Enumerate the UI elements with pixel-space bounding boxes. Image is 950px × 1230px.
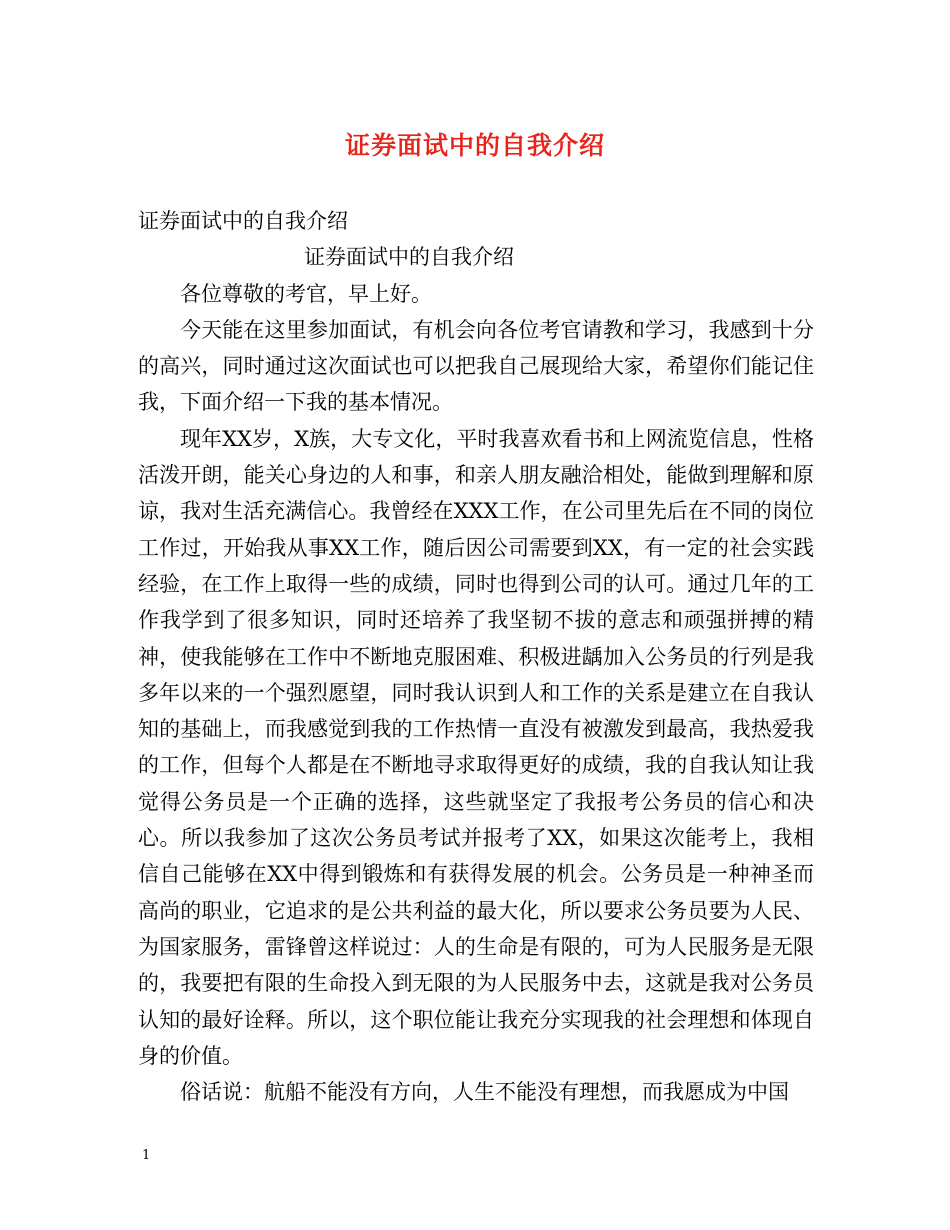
document-subheading: 证券面试中的自我介绍 <box>304 245 514 270</box>
document-heading: 证券面试中的自我介绍 <box>138 209 348 233</box>
background-paragraph: 现年XX岁，X族，大专文化，平时我喜欢看书和上网流览信息，性格活泼开朗，能关心身边的人和事，和亲人朋友融洽相处，能做到理解和原谅，我对生活充满信心。我曾经在XXX工作，在公司里先后在不同的岗位工作过，开始我从事XX工作，随后因公司需要到XX，有一定的社会实践经验，在工作上取得一些的成绩，同时也得到公司的认可。通过几年的工作我学到了很多知识，同时还培养了我坚韧不拔的意志和顽强拼搏的精神，使我能够在工作中不断地克服困难、积极进龋加入公务员的行列是我多年以来的一个强烈愿望，同时我认识到人和工作的关系是建立在自我认知的基础上，而我感觉到我的工作热情一直没有被激发到最高，我热爱我的工作，但每个人都是在不断地寻求取得更好的成绩，我的自我认知让我觉得公务员是一个正确的选择，这些就坚定了我报考公务员的信心和决心。所以我参加了这次公务员考试并报考了XX，如果这次能考上，我相信自己能够在XX中得到锻炼和有获得发展的机会。公务员是一种神圣而高尚的职业，它追求的是公共利益的最大化，所以要求公务员要为人民、为国家服务，雷锋曾这样说过：人的生命是有限的，可为人民服务是无限的，我要把有限的生命投入到无限的为人民服务中去，这就是我对公务员认知的最好诠释。所以，这个职位能让我充分实现我的社会理想和体现自身的价值。 <box>138 426 814 1068</box>
document-body <box>138 203 814 1110</box>
greeting-paragraph: 各位尊敬的考官，早上好。 <box>180 281 432 306</box>
document-title: 证券面试中的自我介绍 <box>344 131 605 160</box>
intro-paragraph: 今天能在这里参加面试，有机会向各位考官请教和学习，我感到十分的高兴，同时通过这次面试也可以把我自己展现给大家，希望你们能记住我，下面介绍一下我的基本情况。 <box>138 317 814 415</box>
closing-paragraph: 俗话说：航船不能没有方向，人生不能没有理想，而我愿成为中国 <box>180 1080 789 1105</box>
page-number: 1 <box>142 1148 151 1163</box>
